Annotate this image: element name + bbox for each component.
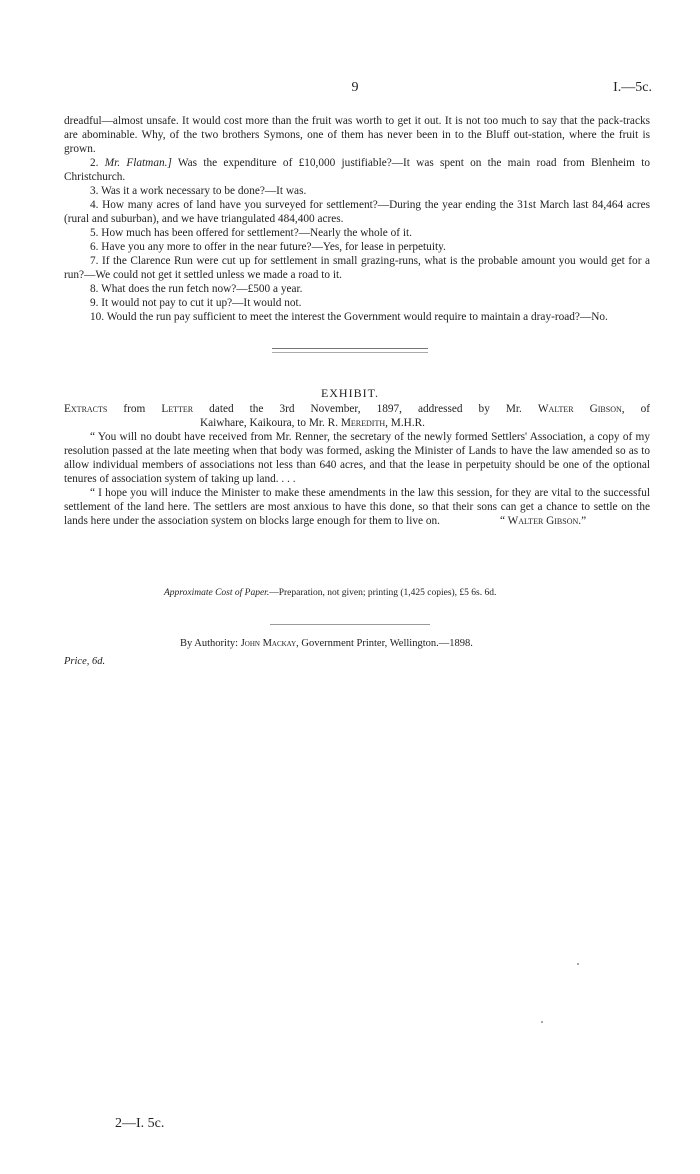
heading-name: Meredith, <box>340 417 388 429</box>
exhibit-section <box>64 402 650 528</box>
printer-authority <box>180 638 473 649</box>
colophon-rule <box>270 624 430 625</box>
speaker-name: Mr. Flatman.] <box>104 157 172 169</box>
heading-name: Walter Gibson, <box>537 403 625 415</box>
question-2 <box>64 156 650 184</box>
page-number: 9 <box>351 80 359 95</box>
question-3: 3. Was it a work necessary to be done?—It was. <box>90 185 307 197</box>
printer-name: John Mackay, <box>240 638 299 649</box>
question-10: 10. Would the run pay sufficient to meet the interest the Government would require to maintain a dray-road?—No. <box>90 311 608 323</box>
heading-text: dated the 3rd November, 1897, addressed by Mr. <box>209 403 522 415</box>
heading-word: of <box>640 403 651 415</box>
heading-text: Kaiwhare, Kaikoura, to Mr. R. <box>200 417 339 429</box>
price: Price, 6d. <box>64 656 106 667</box>
question-8: 8. What does the run fetch now?—£500 a year. <box>90 283 303 295</box>
authority-suffix: Government Printer, Wellington.—1898. <box>301 638 473 649</box>
letter-paragraph-1: “ You will no doubt have received from Mr. Renner, the secretary of the newly formed Settlers' Association, a copy of my resolution passed at the late meeting when that body was formed, asking the Minister of Lands to have the law amended so as to allow individual members of associations not less than 640 acres, and that the lease in perpetuity should be one of the optional tenures of association system of taking up land. . . . <box>64 431 650 485</box>
exhibit-heading <box>64 402 650 416</box>
authority-prefix: By Authority: <box>180 638 239 649</box>
paper-speck <box>577 963 579 965</box>
exhibit-title: EXHIBIT. <box>320 386 380 400</box>
signature-mark: 2—I. 5c. <box>115 1116 165 1131</box>
heading-word: Extracts <box>64 403 108 415</box>
paragraph-continued: dreadful—almost unsafe. It would cost more than the fruit was worth to get it out. It is not too much to say that the pack-tracks are abominable. Why, of the two brothers Symons, one of them has never been in to the Bluff out-station, where the fruit is grown. <box>64 115 650 155</box>
paper-speck <box>541 1021 543 1023</box>
letter-signature: “ Walter Gibson.” <box>499 515 587 527</box>
testimony-text <box>64 114 650 324</box>
exhibit-heading-line2 <box>64 416 650 430</box>
document-reference: I.—5c. <box>613 80 652 95</box>
question-number: 2. <box>90 157 99 169</box>
cost-note <box>164 588 496 598</box>
cost-label: Approximate Cost of Paper. <box>164 588 270 598</box>
question-4: 4. How many acres of land have you surveyed for settlement?—During the year ending the 31st March last 84,464 acres (rural and suburban), and we have triangulated 484,400 acres. <box>64 199 650 225</box>
question-5: 5. How much has been offered for settlement?—Nearly the whole of it. <box>90 227 412 239</box>
letter-text: “ I hope you will induce the Minister to make these amendments in the law this session, for they are vital to the successful settlement of the land here. The settlers are most anxious to have this done, so that their sons can get a chance to settle on the lands here under the association system on blocks large enough for them to live on. <box>64 487 650 527</box>
letter-paragraph-2 <box>64 486 650 528</box>
heading-word: Letter <box>161 403 194 415</box>
question-9: 9. It would not pay to cut it up?—It would not. <box>90 297 302 309</box>
question-7: 7. If the Clarence Run were cut up for settlement in small grazing-runs, what is the probable amount you would get for a run?—We could not get it settled unless we made a road to it. <box>64 255 650 281</box>
section-divider <box>272 348 428 353</box>
cost-text: —Preparation, not given; printing (1,425 copies), £5 6s. 6d. <box>269 588 497 598</box>
question-text: Was the expenditure of £10,000 justifiable?—It was spent on the main road from Blenheim to Christchurch. <box>64 157 650 183</box>
heading-text: M.H.R. <box>390 417 426 429</box>
question-6: 6. Have you any more to offer in the near future?—Yes, for lease in perpetuity. <box>90 241 446 253</box>
heading-word: from <box>123 403 146 415</box>
